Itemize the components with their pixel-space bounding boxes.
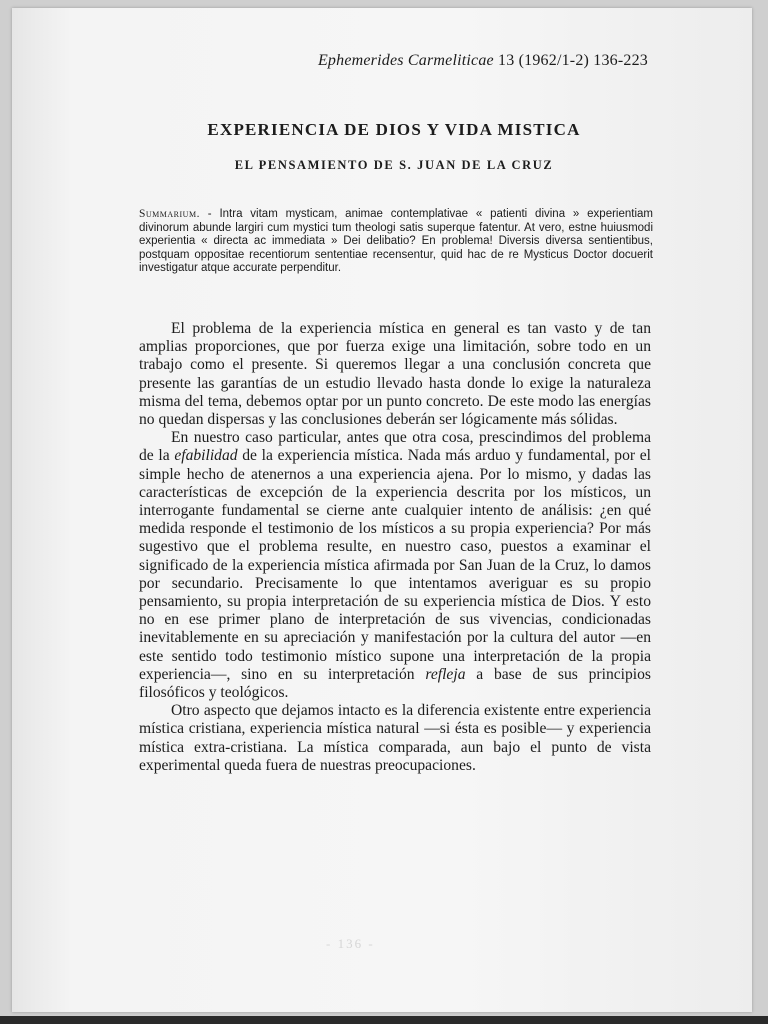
summary-text: - Intra vitam mysticam, animae contemplativae « patienti divina » experientiam divinorum abunde largiri cum mystici tum theologi satis superque fatentur. At vero, estne huiusmodi experientia « directa ac immediata » Dei delibatio? En problema! Diversis diversa sentientibus, postquam oppositae recentiorum sententiae recensentur, quid hac de re Mysticus Doctor docuerit investigatur atque accurate perpenditur.	[139, 208, 653, 275]
article-subtitle: EL PENSAMIENTO DE S. JUAN DE LA CRUZ	[234, 158, 554, 172]
paragraph-1: El problema de la experiencia mística en general es tan vasto y de tan amplias proporciones, que por fuerza exige una limitación, sobre todo en un trabajo como el presente. Si queremos llegar a una conclusión concreta que presente las garantías de un estudio llevado hasta donde lo exige la naturaleza misma del tema, debemos optar por un punto concreto. De este modo las energías no quedan dispersas y las conclusiones deberán ser lógicamente más sólidas.	[139, 320, 651, 429]
paragraph-2-part-c: a base de sus principios filosóficos y teológicos.	[139, 665, 651, 702]
article-body	[139, 320, 651, 775]
paragraph-3: Otro aspecto que dejamos intacto es la diferencia existente entre experiencia mística cristiana, experiencia mística natural —si ésta es posible— y experiencia mística extra-cristiana. La mística comparada, aun bajo el punto de vista experimental queda fuera de nuestras preocupaciones.	[139, 702, 651, 774]
article-title: EXPERIENCIA DE DIOS Y VIDA MISTICA	[207, 120, 581, 139]
journal-citation	[318, 52, 648, 70]
paragraph-2-part-b: de la experiencia mística. Nada más arduo y fundamental, por el simple hecho de atenernos a una experiencia ajena. Por lo mismo, y dadas las características de excepción de la experiencia descrita por los místicos, un interrogante fundamental se cierne ante cualquier intento de análisis: ¿en qué medida responde el testimonio de los místicos a su propia experiencia? Por más sugestivo que el problema resulte, en nuestro caso, puestos a examinar el significado de la experiencia mística afirmada por San Juan de la Cruz, lo damos por secundario. Precisamente lo que intentamos averiguar es su propio pensamiento, su propia interpretación de su experiencia mística de Dios. Y esto no en ese primer plano de interpretación de sus vivencias, condicionadas inevitablemente en su apreciación y manifestación por la cultura del autor —en este sentido todo testimonio místico supone una interpretación de la propia experiencia—, sino en su interpretación	[139, 447, 651, 683]
paragraph-2-emphasis-1: efabilidad	[174, 447, 238, 465]
page-number: - 136 -	[326, 936, 375, 951]
paragraph-2-emphasis-2: refleja	[425, 665, 466, 683]
paragraph-2-part-a: En nuestro caso particular, antes que otra cosa, prescindimos del problema de la	[139, 429, 651, 465]
summary-abstract	[139, 208, 653, 276]
journal-name: Ephemerides Carmeliticae	[317, 52, 494, 69]
journal-issue: 13 (1962/1-2) 136-223	[498, 52, 648, 69]
scan-bottom-edge	[0, 1016, 768, 1024]
summary-label: Summarium.	[139, 208, 200, 220]
paragraph-2	[139, 429, 651, 702]
